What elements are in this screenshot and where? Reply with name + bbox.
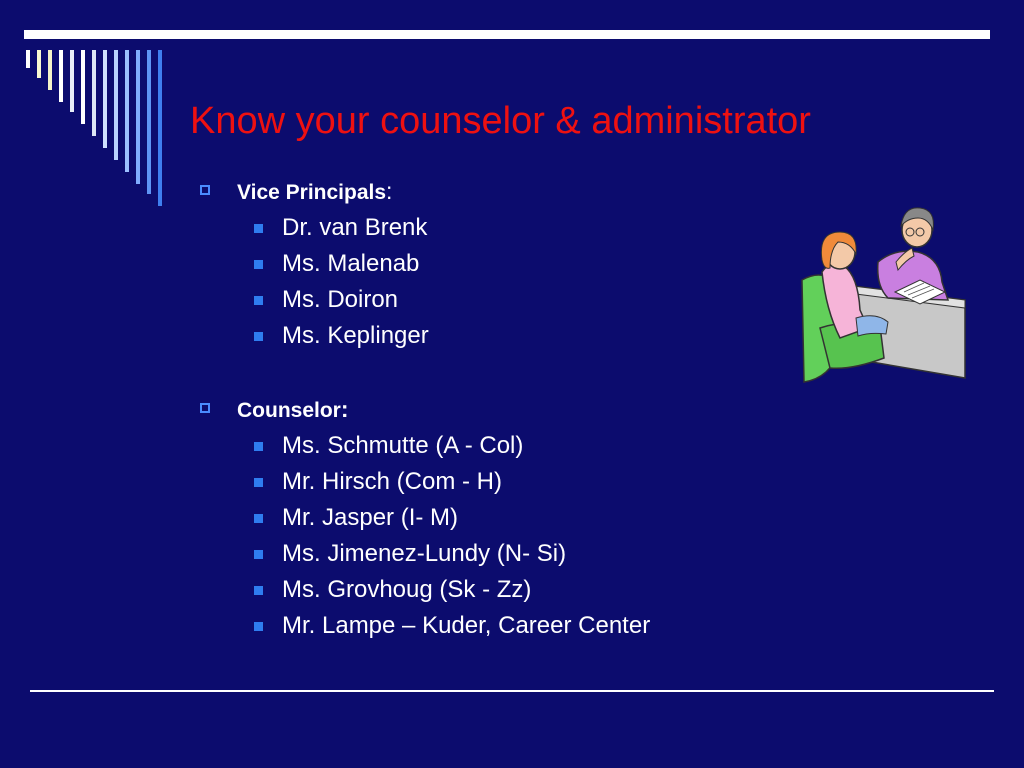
top-rule xyxy=(24,30,990,39)
list-item-text: Mr. Lampe – Kuder, Career Center xyxy=(282,612,651,639)
list-item xyxy=(200,210,800,246)
list-item-text: Mr. Hirsch (Com - H) xyxy=(282,468,502,495)
section-heading-text: Vice Principals xyxy=(237,181,387,204)
list-item xyxy=(200,536,800,572)
section-vice-principals xyxy=(200,174,800,354)
list-item-text: Ms. Schmutte (A - Col) xyxy=(282,432,524,459)
list-item xyxy=(200,318,800,354)
square-bullet-icon xyxy=(254,260,263,269)
list-item-text: Ms. Jimenez-Lundy (N- Si) xyxy=(282,540,567,567)
content xyxy=(200,174,800,644)
list-item xyxy=(200,282,800,318)
square-bullet-icon xyxy=(254,586,263,595)
square-bullet-icon xyxy=(254,332,263,341)
hollow-square-bullet-icon xyxy=(200,185,210,195)
list-item-text: Ms. Keplinger xyxy=(282,322,429,349)
counselor-list xyxy=(200,428,800,644)
list-item-text: Dr. van Brenk xyxy=(282,214,428,241)
list-item-text: Ms. Grovhoug (Sk - Zz) xyxy=(282,576,532,603)
counseling-meeting-illustration xyxy=(800,200,970,390)
square-bullet-icon xyxy=(254,442,263,451)
section-heading-colon: : xyxy=(340,396,349,422)
list-item xyxy=(200,500,800,536)
section-heading xyxy=(200,392,800,428)
list-item-text: Mr. Jasper (I- M) xyxy=(282,504,459,531)
list-item xyxy=(200,464,800,500)
list-item-text: Ms. Doiron xyxy=(282,286,399,313)
list-item xyxy=(200,428,800,464)
square-bullet-icon xyxy=(254,224,263,233)
section-heading xyxy=(200,174,800,210)
list-item xyxy=(200,572,800,608)
list-item xyxy=(200,246,800,282)
bottom-rule xyxy=(30,690,994,692)
list-item-text: Ms. Malenab xyxy=(282,250,420,277)
section-heading-text: Counselor xyxy=(237,399,341,422)
slide-title: Know your counselor & administrator xyxy=(190,100,811,142)
square-bullet-icon xyxy=(254,478,263,487)
square-bullet-icon xyxy=(254,296,263,305)
section-counselor xyxy=(200,392,800,644)
hollow-square-bullet-icon xyxy=(200,403,210,413)
square-bullet-icon xyxy=(254,550,263,559)
square-bullet-icon xyxy=(254,622,263,631)
section-heading-colon: : xyxy=(386,178,393,204)
vice-principals-list xyxy=(200,210,800,354)
square-bullet-icon xyxy=(254,514,263,523)
list-item xyxy=(200,608,800,644)
